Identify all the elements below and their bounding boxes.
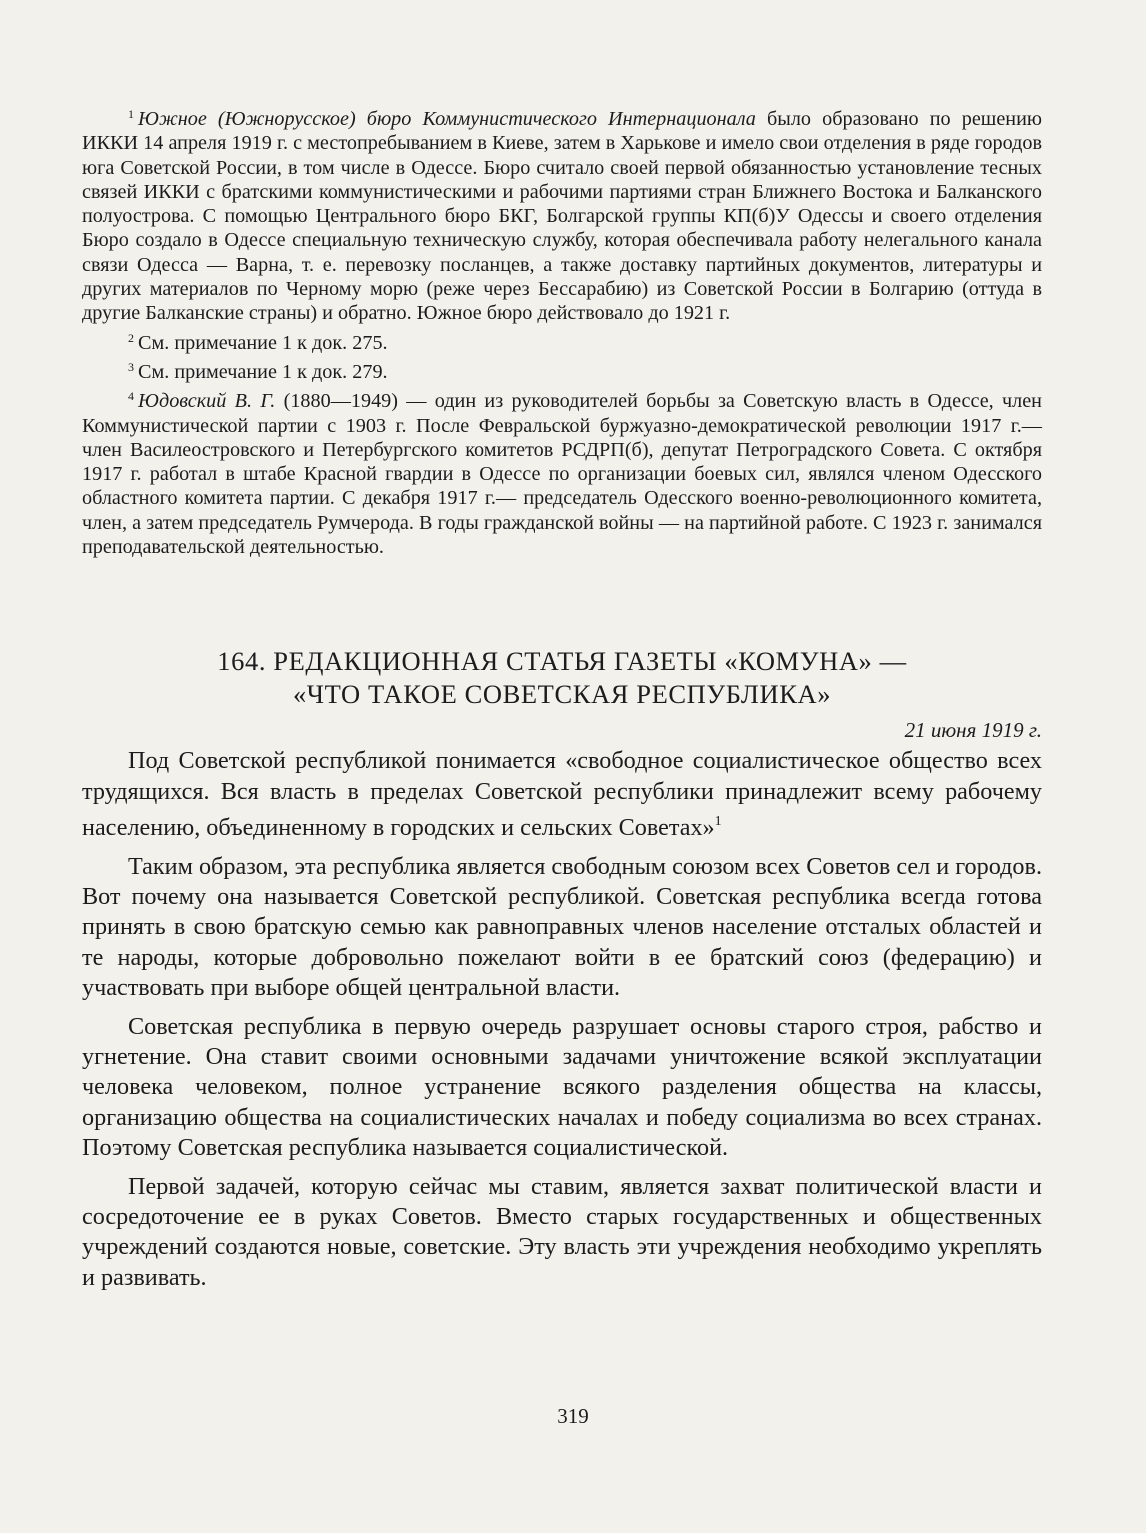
footnote-number: 2 bbox=[128, 330, 134, 345]
footnote-italic: Южное (Южнорусское) бюро Коммунистического Интернационала bbox=[138, 108, 756, 130]
document-date: 21 июня 1919 г. bbox=[904, 718, 1042, 743]
page bbox=[82, 102, 1042, 1301]
paragraph-4: Первой задачей, которую сейчас мы ставим, является захват политической власти и сосредоточение ее в руках Советов. Вместо старых государственных и общественных учреждений создаются новые, советские. Эту власть эти учреждения необходимо укреплять и развивать. bbox=[82, 1172, 1042, 1291]
paragraph-3: Советская республика в первую очередь разрушает основы старого строя, рабство и угнетение. Она ставит своими основными задачами уничтожение всякой эксплуатации человека человеком, полное устранение всякого разделения общества на классы, организацию общества на социалистических началах и победу социализма во всех странах. Поэтому Советская республика называется социалистической. bbox=[82, 1012, 1042, 1162]
footnote-text: (1880—1949) — один из руководителей борьбы за Советскую власть в Одессе, член Коммунистической партии с 1903 г. После Февральской буржуазно-демократической революции 1917 г.— член Василеостровского и Петербургского комитетов РСДРП(б), депутат Петроградского Совета. С октября 1917 г. работал в штабе Красной гвардии в Одессе по организации боевых сил, являлся членом Одесского областного комитета партии. С декабря 1917 г.— председатель Одесского военно-революционного комитета, член, а затем председатель Румчерода. В годы гражданской войны — на партийной работе. С 1923 г. занимался преподавательской деятельностью. bbox=[82, 390, 1042, 559]
footnote-reference[interactable]: 1 bbox=[714, 814, 722, 830]
footnote-2 bbox=[82, 326, 1042, 355]
footnote-number: 1 bbox=[128, 107, 134, 121]
footnote-text: См. примечание 1 к док. 275. bbox=[138, 331, 388, 354]
document-body bbox=[82, 746, 1042, 1293]
footnote-number: 3 bbox=[128, 359, 134, 374]
document-title-line-1: 164. РЕДАКЦИОННАЯ СТАТЬЯ ГАЗЕТЫ «КОМУНА» — bbox=[217, 646, 907, 677]
footnote-3 bbox=[82, 355, 1042, 384]
document-title-line-2: «ЧТО ТАКОЕ СОВЕТСКАЯ РЕСПУБЛИКА» bbox=[292, 679, 832, 710]
footnote-text: было образовано по решению ИККИ 14 апреля 1919 г. с местопребыванием в Киеве, затем в Харькове и имело свои отделения в ряде городов юга Советской России, в том числе в Одессе. Бюро считало своей первой обязанностью установление тесных связей ИККИ с братскими коммунистическими и рабочими партиями стран Ближнего Востока и Балканского полуострова. С помощью Центрального бюро БКГ, Болгарской группы КП(б)У Одессы и своего отделения Бюро создало в Одессе специальную техническую службу, которая обеспечивала работу нелегального канала связи Одесса — Варна, т. е. перевозку посланцев, а также доставку партийных документов, литературы и других материалов по Черному морю (реже через Бессарабию) из Советской России в Болгарию (оттуда в другие Балканские страны) и обратно. Южное бюро действовало до 1921 г. bbox=[82, 108, 1042, 325]
footnote-text: См. примечание 1 к док. 279. bbox=[138, 360, 388, 383]
document-title bbox=[82, 645, 1042, 711]
page-number: 319 bbox=[557, 1404, 589, 1428]
footnote-italic: Юдовский В. Г. bbox=[138, 390, 276, 413]
footnote-4 bbox=[82, 384, 1042, 559]
paragraph-1 bbox=[82, 746, 1042, 843]
footnote-1 bbox=[82, 102, 1042, 326]
paragraph-text: Под Советской республикой понимается «свободное социалистическое общество всех трудящихся. Вся власть в пределах Советской республики принадлежит всему рабочему населению, объединенному в городских и сельских Советах» bbox=[82, 747, 1042, 842]
footnote-number: 4 bbox=[128, 389, 134, 404]
paragraph-2: Таким образом, эта республика является свободным союзом всех Советов сел и городов. Вот почему она называется Советской республикой. Советская республика всегда готова принять в свою братскую семью как равноправных членов население отсталых областей и те народы, которые добровольно пожелают войти в ее братский союз (федерацию) и участвовать при выборе общей центральной власти. bbox=[82, 852, 1042, 1002]
footnotes bbox=[82, 102, 1042, 559]
